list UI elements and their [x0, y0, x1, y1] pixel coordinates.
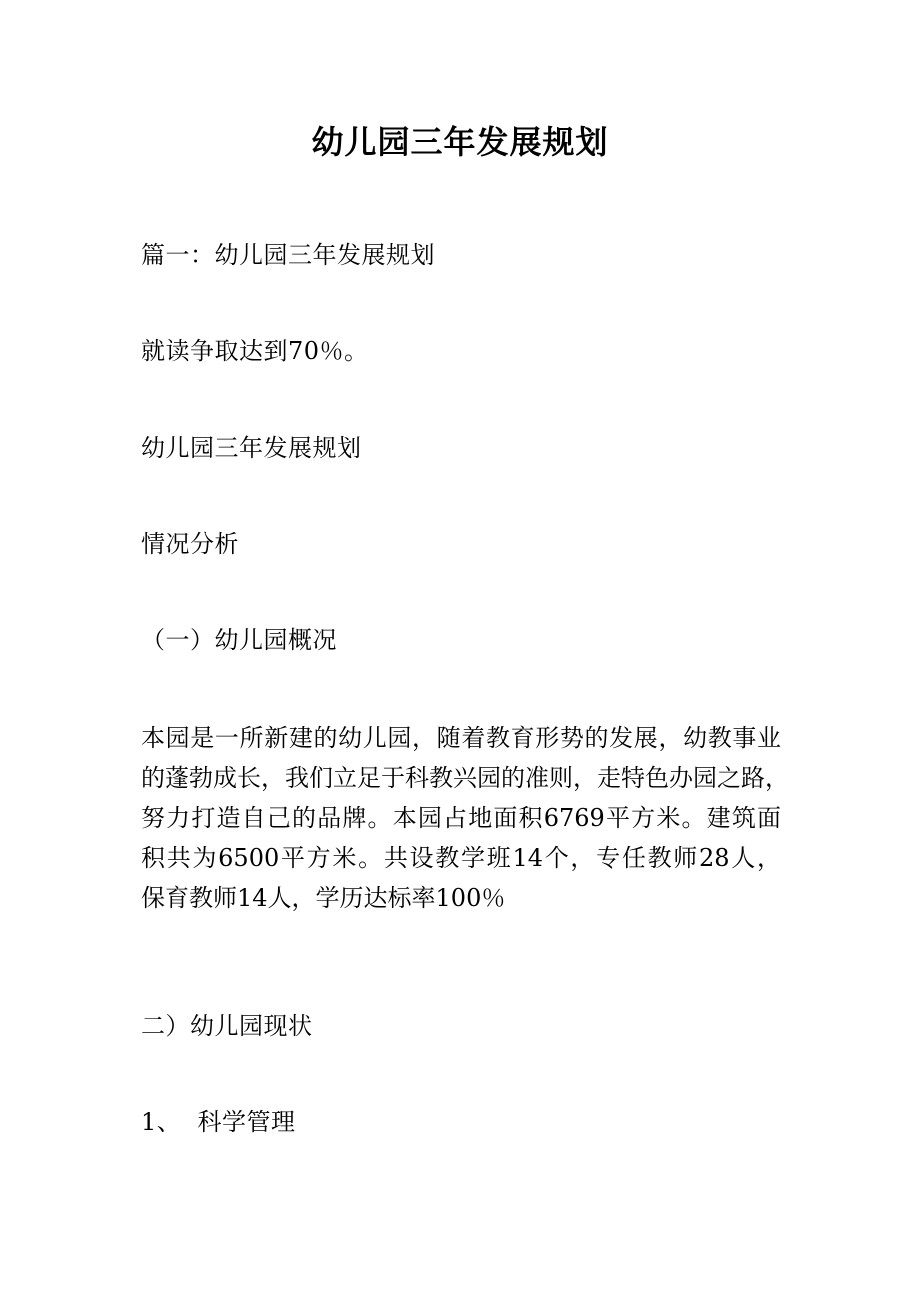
paragraph-line: 本园是一所新建的幼儿园，随着教育形势的发展，幼教事业 — [141, 724, 781, 752]
paragraph-line: 保育教师14人，学历达标率100％ — [141, 884, 506, 912]
section-heading-status: 二）幼儿园现状 — [141, 1012, 313, 1040]
paragraph-line: 积共为6500平方米。共设教学班14个，专任教师28人， — [141, 844, 781, 872]
list-item-management: 1、 科学管理 — [141, 1108, 296, 1136]
document-title: 幼儿园三年发展规划 — [311, 123, 609, 161]
part-heading: 篇一：幼儿园三年发展规划 — [141, 241, 435, 269]
section-heading-analysis: 情况分析 — [141, 530, 239, 558]
paragraph-line: 的蓬勃成长，我们立足于科教兴园的准则，走特色办园之路， — [141, 764, 789, 792]
subtitle-line: 幼儿园三年发展规划 — [141, 434, 362, 462]
enrollment-line: 就读争取达到70％。 — [141, 337, 369, 365]
section-heading-overview: （一）幼儿园概况 — [141, 626, 337, 654]
paragraph-line: 努力打造自己的品牌。本园占地面积6769平方米。建筑面 — [141, 804, 781, 832]
overview-paragraph — [141, 718, 789, 918]
